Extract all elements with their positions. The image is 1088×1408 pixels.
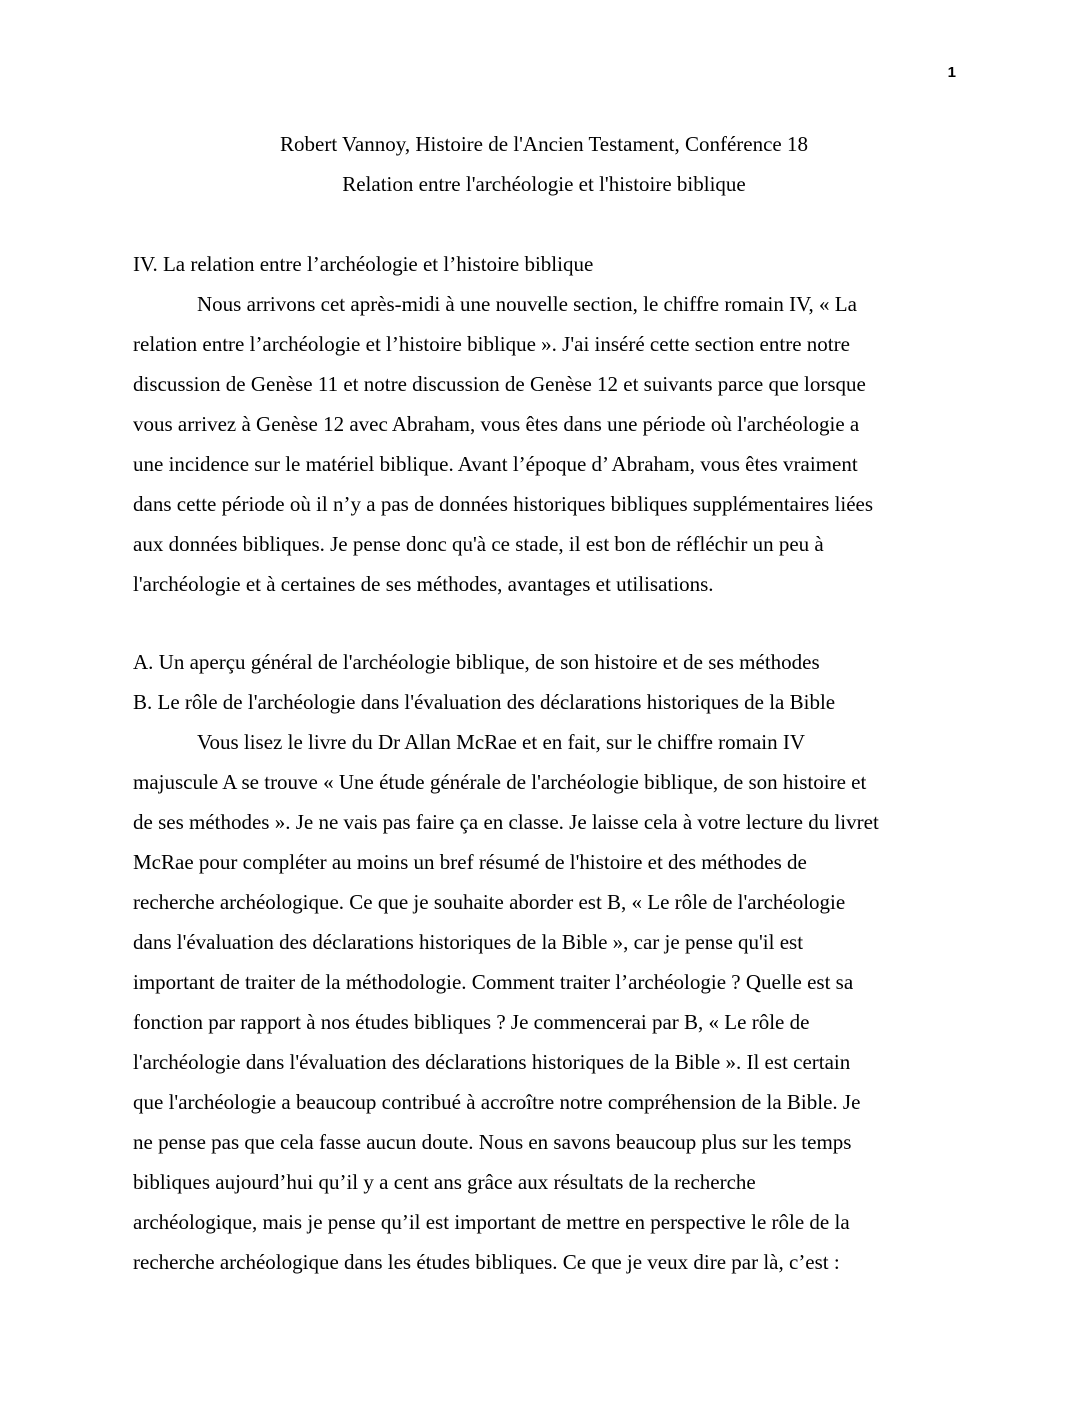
paragraph-line: Vous lisez le livre du Dr Allan McRae et en fait, sur le chiffre romain IV [197,730,806,754]
subheading-b: B. Le rôle de l'archéologie dans l'évaluation des déclarations historiques de la Bible [133,690,836,714]
paragraph-line: Nous arrivons cet après-midi à une nouvelle section, le chiffre romain IV, « La [197,292,857,316]
paragraph-line: McRae pour compléter au moins un bref résumé de l'histoire et des méthodes de [133,850,807,874]
paragraph-line: majuscule A se trouve « Une étude générale de l'archéologie biblique, de son histoire et [133,770,867,794]
paragraph-line: l'archéologie et à certaines de ses méthodes, avantages et utilisations. [133,572,714,596]
document-title: Robert Vannoy, Histoire de l'Ancien Testament, Conférence 18 [280,132,808,156]
page-number: 1 [947,64,956,81]
paragraph-line: bibliques aujourd’hui qu’il y a cent ans grâce aux résultats de la recherche [133,1170,756,1194]
paragraph-line: l'archéologie dans l'évaluation des déclarations historiques de la Bible ». Il est certain [133,1050,851,1074]
paragraph-line: ne pense pas que cela fasse aucun doute. Nous en savons beaucoup plus sur les temps [133,1130,852,1154]
paragraph-line: que l'archéologie a beaucoup contribué à accroître notre compréhension de la Bible. Je [133,1090,861,1114]
paragraph-line: recherche archéologique. Ce que je souhaite aborder est B, « Le rôle de l'archéologie [133,890,846,914]
paragraph-line: fonction par rapport à nos études bibliques ? Je commencerai par B, « Le rôle de [133,1010,810,1034]
paragraph-line: recherche archéologique dans les études bibliques. Ce que je veux dire par là, c’est : [133,1250,840,1274]
paragraph-line: relation entre l’archéologie et l’histoire biblique ». J'ai inséré cette section entre notre [133,332,850,356]
paragraph-line: dans l'évaluation des déclarations historiques de la Bible », car je pense qu'il est [133,930,804,954]
section-heading: IV. La relation entre l’archéologie et l’histoire biblique [133,252,594,276]
paragraph-line: important de traiter de la méthodologie. Comment traiter l’archéologie ? Quelle est sa [133,970,854,994]
paragraph-line: archéologique, mais je pense qu’il est important de mettre en perspective le rôle de la [133,1210,850,1234]
paragraph-line: discussion de Genèse 11 et notre discussion de Genèse 12 et suivants parce que lorsque [133,372,866,396]
paragraph-line: aux données bibliques. Je pense donc qu'à ce stade, il est bon de réfléchir un peu à [133,532,824,556]
paragraph-line: dans cette période où il n’y a pas de données historiques bibliques supplémentaires liées [133,492,874,516]
paragraph-line: vous arrivez à Genèse 12 avec Abraham, vous êtes dans une période où l'archéologie a [133,412,860,436]
document-subtitle: Relation entre l'archéologie et l'histoire biblique [342,172,746,196]
paragraph-line: de ses méthodes ». Je ne vais pas faire ça en classe. Je laisse cela à votre lecture du livret [133,810,879,834]
paragraph-line: une incidence sur le matériel biblique. Avant l’époque d’ Abraham, vous êtes vraiment [133,452,858,476]
subheading-a: A. Un aperçu général de l'archéologie biblique, de son histoire et de ses méthodes [133,650,820,674]
